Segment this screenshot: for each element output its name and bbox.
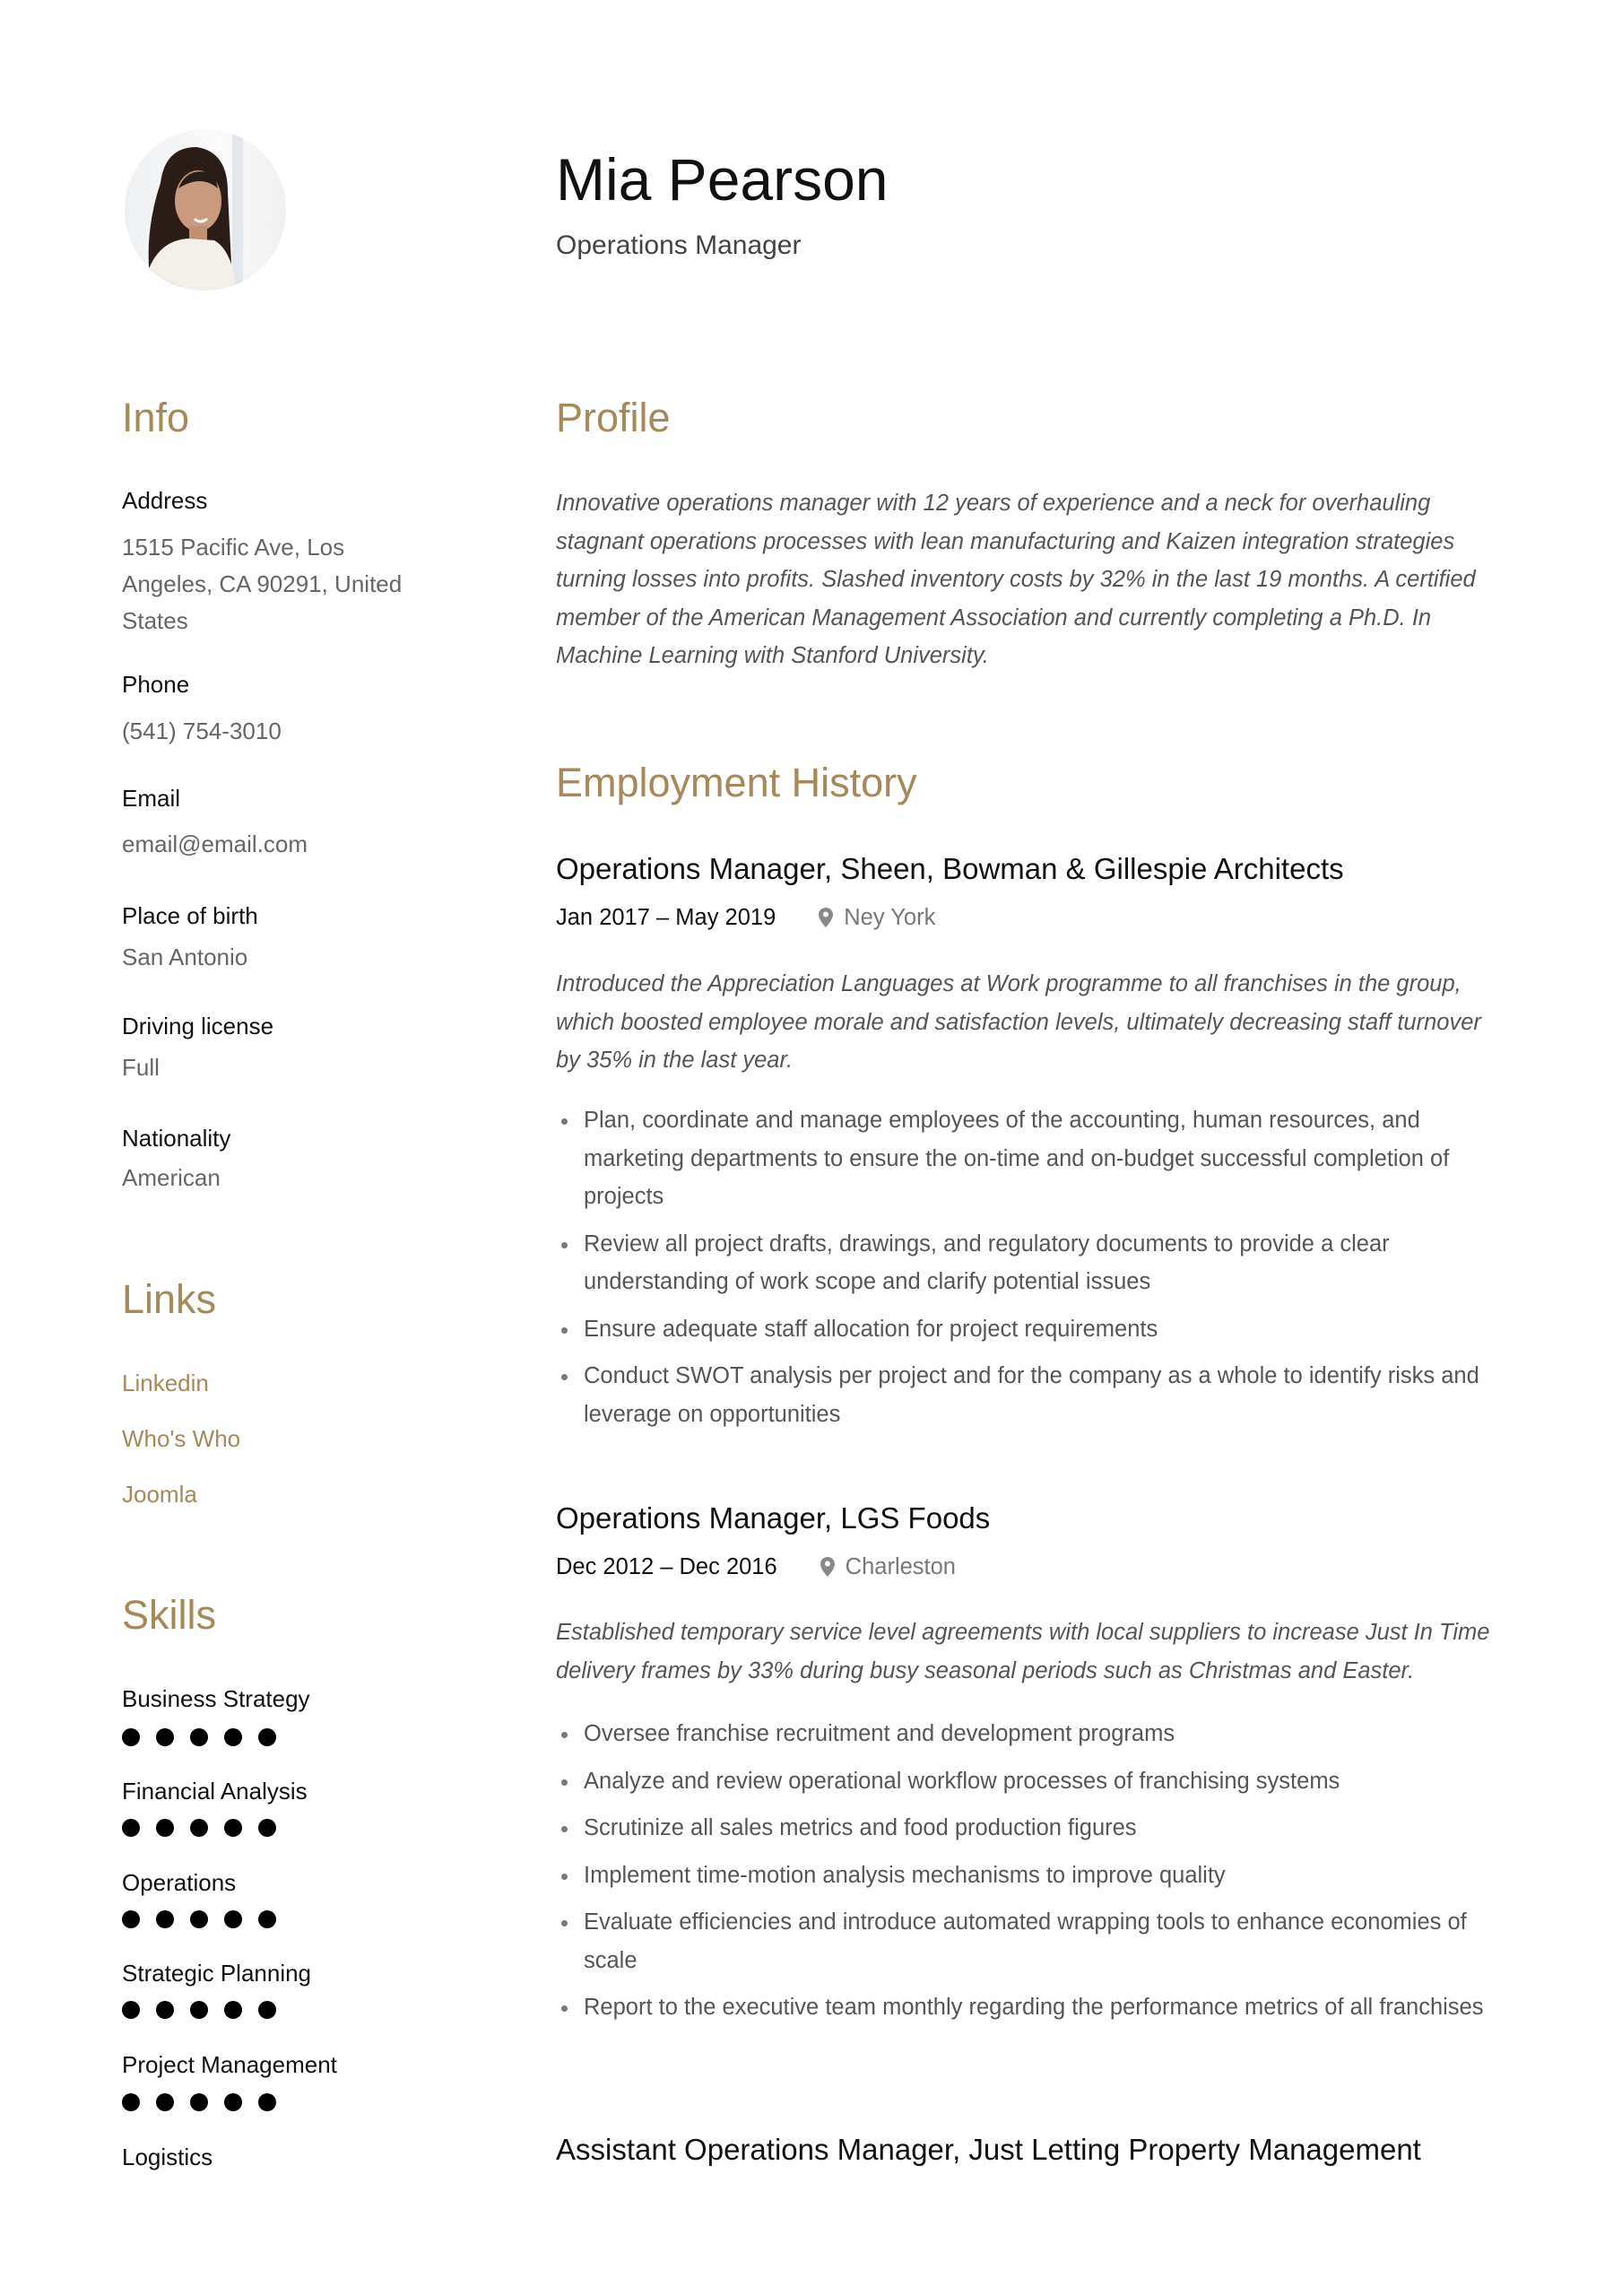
nationality-label: Nationality [122, 1125, 231, 1152]
job-location: Ney York [844, 905, 936, 930]
skill-name: Logistics [122, 2144, 213, 2170]
skill-level-dot [156, 1728, 174, 1746]
job-title-3: Assistant Operations Manager, Just Letting Property Management [556, 2133, 1421, 2166]
skill-level-dot [190, 1910, 208, 1928]
job-location: Charleston [845, 1554, 956, 1579]
job-meta-2 [556, 1548, 956, 1586]
list-item: Ensure adequate staff allocation for project requirements [556, 1310, 1506, 1349]
list-item: Scrutinize all sales metrics and food production figures [556, 1809, 1506, 1848]
skill-level-dot [258, 2093, 276, 2111]
job-description: Introduced the Appreciation Languages at Work programme to all franchises in the group, which boosted employee morale and satisfaction levels, ultimately decreasing staff turnover by 35% in the last year. [556, 971, 1481, 1073]
address-label: Address [122, 487, 208, 514]
employment-heading: Employment History [556, 760, 917, 805]
skill-level-dot [156, 2001, 174, 2019]
license-value: Full [122, 1054, 160, 1081]
skill-level-dot [224, 2001, 242, 2019]
phone-label: Phone [122, 671, 190, 698]
skill-name: Project Management [122, 2051, 337, 2078]
job-title-1: Operations Manager, Sheen, Bowman & Gillespie Architects [556, 852, 1344, 885]
profile-summary: Innovative operations manager with 12 years of experience and a neck for overhauling stagnant operations processes with lean manufacturing and Kaizen integration strategies turning losses into profits. Slashed inventory costs by 32% in the last 19 months. A certified member of the American Management Association and currently completing a Ph.D. In Machine Learning with Stanford University. [556, 491, 1476, 668]
job-title: Operations Manager [556, 230, 802, 260]
skill-level-dot [224, 1728, 242, 1746]
address-value: 1515 Pacific Ave, Los Angeles, CA 90291, United States [122, 534, 403, 634]
list-item: Analyze and review operational workflow processes of franchising systems [556, 1762, 1506, 1801]
skills-heading: Skills [122, 1592, 217, 1638]
skill-rating [122, 1728, 276, 1746]
phone-value: (541) 754-3010 [122, 718, 282, 744]
job-description: Established temporary service level agreements with local suppliers to increase Just In Time delivery frames by 33% during busy seasonal periods such as Christmas and Easter. [556, 1620, 1490, 1683]
list-item: Implement time-motion analysis mechanisms to improve quality [556, 1857, 1506, 1895]
list-item: Oversee franchise recruitment and development programs [556, 1715, 1506, 1753]
list-item: Conduct SWOT analysis per project and for the company as a whole to identify risks and leverage on opportunities [556, 1357, 1506, 1433]
skill-level-dot [156, 1819, 174, 1837]
skill-level-dot [224, 1819, 242, 1837]
skill-level-dot [224, 1910, 242, 1928]
job-meta-1 [556, 899, 935, 936]
skill-name: Business Strategy [122, 1685, 310, 1712]
skill-level-dot [122, 1728, 140, 1746]
job-title-2: Operations Manager, LGS Foods [556, 1501, 991, 1535]
nationality-value: American [122, 1164, 221, 1191]
skill-level-dot [258, 1728, 276, 1746]
skill-rating [122, 1819, 276, 1837]
skill-rating [122, 1910, 276, 1928]
skill-level-dot [224, 2093, 242, 2111]
birth-label: Place of birth [122, 902, 258, 929]
list-item: Plan, coordinate and manage employees of the accounting, human resources, and marketing departments to ensure the on-time and on-budget successful completion of projects [556, 1101, 1506, 1216]
birth-value: San Antonio [122, 944, 248, 970]
skill-level-dot [156, 1910, 174, 1928]
candidate-name: Mia Pearson [556, 146, 889, 213]
skill-level-dot [156, 2093, 174, 2111]
skill-rating [122, 2001, 276, 2019]
list-item: Evaluate efficiencies and introduce automated wrapping tools to enhance economies of scale [556, 1903, 1506, 1979]
info-heading: Info [122, 395, 190, 440]
skill-level-dot [258, 1910, 276, 1928]
location-pin-icon [820, 1557, 835, 1577]
avatar [125, 129, 286, 291]
job-dates: Jan 2017 – May 2019 [556, 905, 776, 930]
skill-level-dot [258, 2001, 276, 2019]
skill-level-dot [190, 1728, 208, 1746]
link-whos-who[interactable]: Who's Who [122, 1425, 241, 1452]
profile-heading: Profile [556, 395, 671, 440]
license-label: Driving license [122, 1013, 274, 1039]
skill-level-dot [122, 1819, 140, 1837]
link-linkedin[interactable]: Linkedin [122, 1370, 209, 1396]
email-value: email@email.com [122, 831, 308, 857]
email-label: Email [122, 785, 181, 812]
skill-level-dot [258, 1819, 276, 1837]
skill-level-dot [190, 1819, 208, 1837]
job-duties-list [556, 1715, 1506, 2036]
skill-level-dot [122, 2093, 140, 2111]
job-duties-list [556, 1101, 1506, 1442]
list-item: Report to the executive team monthly regarding the performance metrics of all franchises [556, 1988, 1506, 2027]
skill-level-dot [190, 2001, 208, 2019]
location-pin-icon [819, 908, 833, 927]
links-heading: Links [122, 1276, 217, 1322]
skill-name: Strategic Planning [122, 1960, 312, 1987]
skill-name: Operations [122, 1869, 237, 1896]
person-photo [125, 129, 286, 291]
link-joomla[interactable]: Joomla [122, 1481, 197, 1508]
list-item: Review all project drafts, drawings, and regulatory documents to provide a clear understanding of work scope and clarify potential issues [556, 1225, 1506, 1301]
skill-level-dot [122, 2001, 140, 2019]
skill-rating [122, 2093, 276, 2111]
skill-level-dot [122, 1910, 140, 1928]
skill-level-dot [190, 2093, 208, 2111]
skill-name: Financial Analysis [122, 1778, 308, 1805]
job-dates: Dec 2012 – Dec 2016 [556, 1554, 777, 1579]
